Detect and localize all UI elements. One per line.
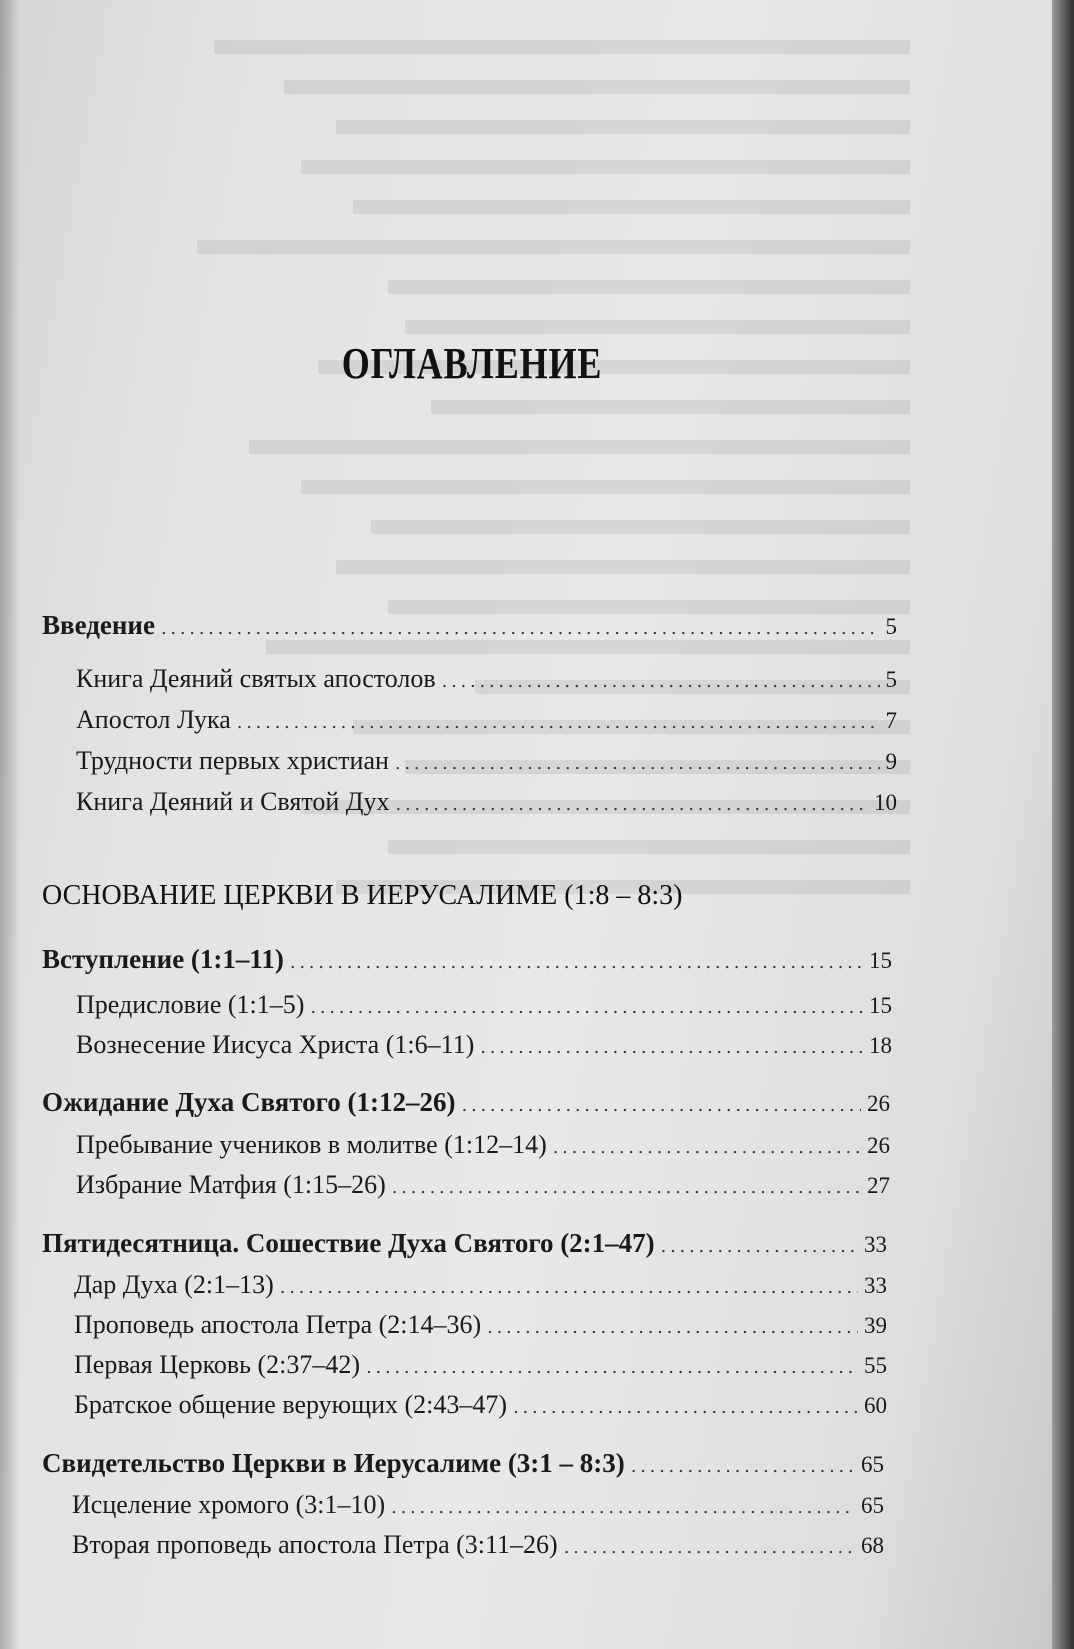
toc-entry-label: Избрание Матфия (1:15–26) xyxy=(76,1170,386,1199)
dot-leader xyxy=(366,1357,858,1378)
toc-subentry[interactable] xyxy=(76,1030,892,1060)
toc-subentry[interactable] xyxy=(76,990,892,1020)
toc-entry-intro[interactable] xyxy=(42,610,897,641)
toc-page-number: 10 xyxy=(874,790,897,815)
toc-page-number: 26 xyxy=(867,1133,890,1158)
toc-entry-label: Первая Церковь (2:37–42) xyxy=(74,1350,361,1379)
toc-subentry[interactable] xyxy=(76,787,897,817)
toc-page-number: 65 xyxy=(861,1452,884,1477)
toc-subentry[interactable] xyxy=(76,746,897,776)
dot-leader xyxy=(391,1497,855,1518)
dot-leader xyxy=(513,1397,858,1418)
toc-subentry[interactable] xyxy=(74,1390,887,1420)
toc-content xyxy=(42,0,897,1649)
dot-leader xyxy=(161,618,880,639)
toc-subentry[interactable] xyxy=(72,1530,884,1560)
toc-page-number: 65 xyxy=(861,1493,884,1518)
toc-entry-label: Братское общение верующих (2:43–47) xyxy=(74,1390,508,1419)
toc-entry-label: Вступление (1:1–11) xyxy=(42,944,284,974)
toc-page-number: 9 xyxy=(885,749,897,774)
toc-page-number: 15 xyxy=(869,993,892,1018)
toc-entry-label: Трудности первых христиан xyxy=(76,746,389,775)
toc-page-number: 33 xyxy=(864,1273,887,1298)
toc-entry-label: Книга Деяний и Святой Дух xyxy=(76,787,390,816)
toc-page-number: 27 xyxy=(867,1173,890,1198)
dot-leader xyxy=(553,1137,861,1158)
dot-leader xyxy=(442,671,880,692)
dot-leader xyxy=(280,1277,858,1298)
toc-entry-label: Пятидесятница. Сошествие Духа Святого (2:1–47) xyxy=(42,1228,655,1258)
toc-entry-chapter[interactable] xyxy=(42,1228,887,1259)
dot-leader xyxy=(661,1236,858,1257)
toc-page-number: 15 xyxy=(869,948,892,973)
toc-subentry[interactable] xyxy=(76,1130,890,1160)
toc-page-number: 7 xyxy=(885,708,897,733)
toc-subentry[interactable] xyxy=(72,1490,884,1520)
toc-subentry[interactable] xyxy=(76,705,897,735)
toc-page-number: 60 xyxy=(864,1393,887,1418)
toc-entry-label: Книга Деяний святых апостолов xyxy=(76,664,436,693)
toc-entry-label: Исцеление хромого (3:1–10) xyxy=(72,1490,386,1519)
dot-leader xyxy=(462,1095,862,1116)
toc-page-number: 26 xyxy=(867,1091,890,1116)
toc-subentry[interactable] xyxy=(76,1170,890,1200)
page-title: ОГЛАВЛЕНИЕ xyxy=(341,339,603,388)
dot-leader xyxy=(396,794,869,815)
toc-page-number: 5 xyxy=(885,614,897,639)
book-page-edge xyxy=(1052,0,1074,1649)
toc-entry-label: Ожидание Духа Святого (1:12–26) xyxy=(42,1087,456,1117)
toc-entry-label: Дар Духа (2:1–13) xyxy=(74,1270,274,1299)
section-heading: ОСНОВАНИЕ ЦЕРКВИ В ИЕРУСАЛИМЕ (1:8 – 8:3) xyxy=(42,880,683,911)
toc-entry-label: Вторая проповедь апостола Петра (3:11–26) xyxy=(72,1530,558,1559)
toc-entry-chapter[interactable] xyxy=(42,944,892,975)
dot-leader xyxy=(631,1456,855,1477)
dot-leader xyxy=(487,1317,858,1338)
toc-page-number: 68 xyxy=(861,1533,884,1558)
toc-entry-label: Апостол Лука xyxy=(76,705,231,734)
dot-leader xyxy=(237,712,880,733)
toc-entry-label: Вознесение Иисуса Христа (1:6–11) xyxy=(76,1030,475,1059)
toc-entry-label: Проповедь апостола Петра (2:14–36) xyxy=(74,1310,482,1339)
dot-leader xyxy=(564,1537,855,1558)
dot-leader xyxy=(310,997,863,1018)
toc-entry-chapter[interactable] xyxy=(42,1087,890,1118)
toc-subentry[interactable] xyxy=(74,1270,887,1300)
toc-subentry[interactable] xyxy=(74,1350,887,1380)
toc-page-number: 55 xyxy=(864,1353,887,1378)
page-shadow xyxy=(0,0,20,1649)
toc-entry-label: Предисловие (1:1–5) xyxy=(76,990,305,1019)
dot-leader xyxy=(395,753,880,774)
toc-page-number: 18 xyxy=(869,1033,892,1058)
toc-entry-label: Свидетельство Церкви в Иерусалиме (3:1 – 8:3) xyxy=(42,1448,625,1478)
toc-subentry[interactable] xyxy=(74,1310,887,1340)
toc-page-number: 39 xyxy=(864,1313,887,1338)
toc-entry-label: Пребывание учеников в молитве (1:12–14) xyxy=(76,1130,547,1159)
dot-leader xyxy=(392,1177,861,1198)
dot-leader xyxy=(480,1037,863,1058)
toc-page-number: 33 xyxy=(864,1232,887,1257)
dot-leader xyxy=(290,952,863,973)
toc-subentry[interactable] xyxy=(76,664,897,694)
toc-entry-chapter[interactable] xyxy=(42,1448,884,1479)
toc-page-number: 5 xyxy=(885,667,897,692)
toc-entry-label: Введение xyxy=(42,610,155,640)
